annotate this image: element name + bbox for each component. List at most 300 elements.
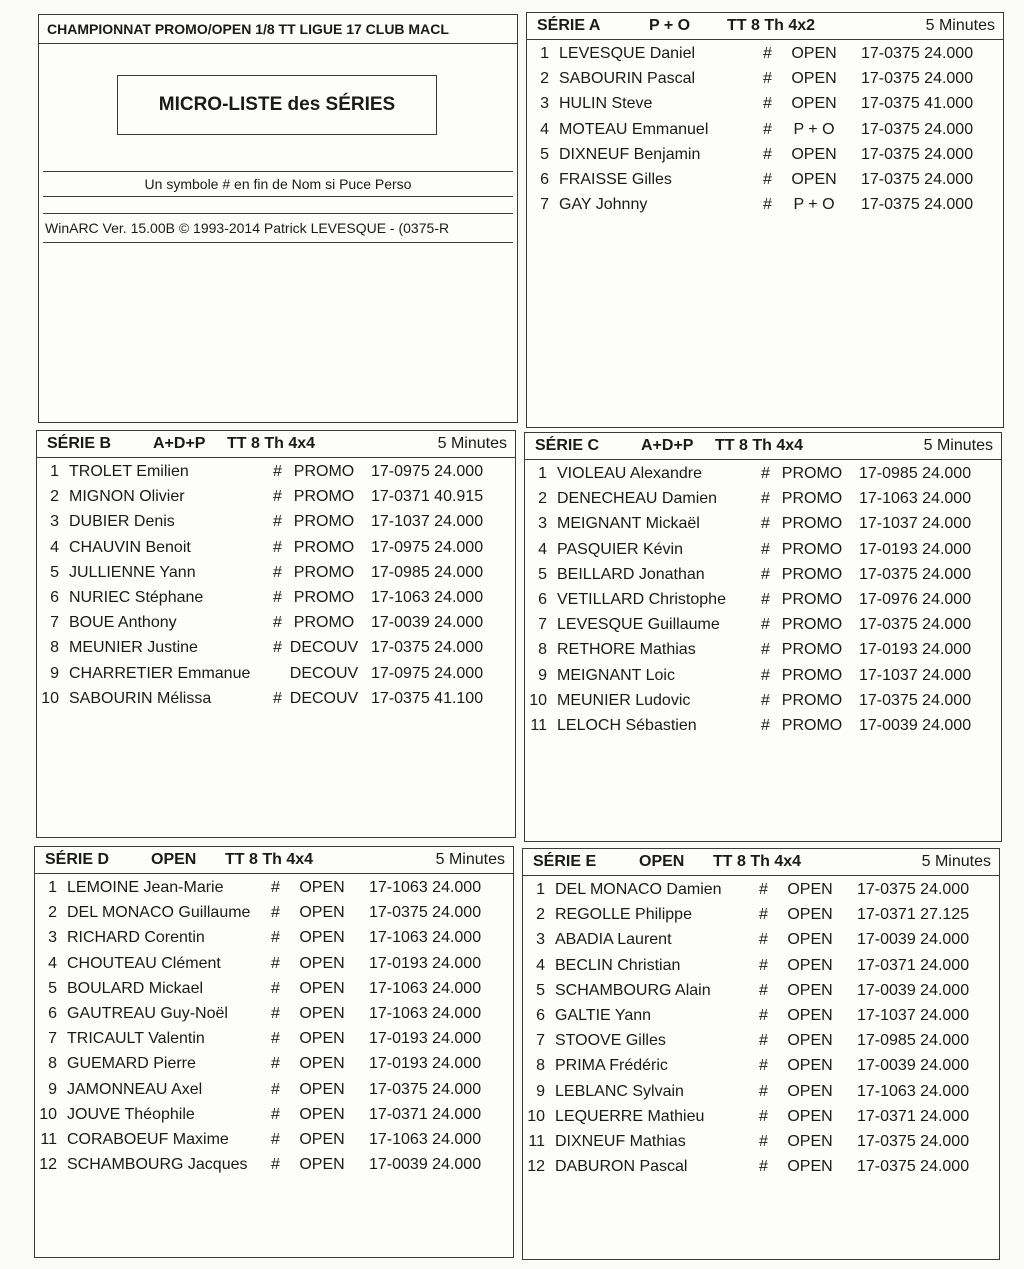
table-row xyxy=(525,715,1001,740)
table-row xyxy=(527,119,1003,144)
competitor-name: CHAUVIN Benoit xyxy=(69,538,191,556)
competitor-category: PROMO xyxy=(293,488,355,506)
competitor-category: PROMO xyxy=(293,513,355,531)
competitor-category: OPEN xyxy=(299,1130,345,1148)
rank: 8 xyxy=(48,1055,57,1073)
chip-symbol: # xyxy=(271,1130,280,1148)
competitor-category: OPEN xyxy=(787,1006,833,1024)
chip-symbol: # xyxy=(273,488,282,506)
club-code: 17-0375 24.000 xyxy=(859,616,972,634)
rank: 1 xyxy=(50,463,59,480)
table-row xyxy=(525,539,1001,564)
software-version: WinARC Ver. 15.00B © 1993-2014 Patrick LEVESQUE - (0375-R xyxy=(45,220,450,236)
club-code: 17-0375 24.000 xyxy=(861,45,974,62)
rank: 7 xyxy=(540,196,549,214)
table-row xyxy=(525,690,1001,715)
competitor-name: MEUNIER Ludovic xyxy=(557,691,691,709)
table-row xyxy=(525,488,1001,513)
table-row xyxy=(525,564,1001,589)
club-code: 17-0039 24.000 xyxy=(857,981,970,999)
rank: 5 xyxy=(536,981,545,999)
chip-symbol: # xyxy=(763,170,772,188)
competitor-name: DEL MONACO Guillaume xyxy=(67,904,251,922)
table-row xyxy=(35,927,513,952)
chip-symbol: # xyxy=(759,956,768,974)
serie-format: TT 8 Th 4x4 xyxy=(715,437,804,454)
table-row xyxy=(527,68,1003,93)
chip-symbol: # xyxy=(759,1132,768,1150)
club-code: 17-0375 24.000 xyxy=(861,145,974,163)
competitor-name: SABOURIN Mélissa xyxy=(69,689,212,707)
competitor-name: GAY Johnny xyxy=(559,196,648,214)
chip-symbol: # xyxy=(759,1057,768,1075)
club-code: 17-0193 24.000 xyxy=(369,1030,482,1048)
competitor-name: MEIGNANT Loic xyxy=(557,666,675,684)
club-code: 17-0193 24.000 xyxy=(859,540,972,558)
table-row xyxy=(37,461,515,486)
table-row xyxy=(35,1003,513,1028)
rank: 9 xyxy=(50,664,59,682)
table-row xyxy=(37,688,515,713)
serie-duration: 5 Minutes xyxy=(923,437,993,454)
chip-symbol: # xyxy=(761,641,770,659)
table-row xyxy=(527,93,1003,118)
serie-header xyxy=(35,847,513,874)
competitor-name: LEMOINE Jean-Marie xyxy=(67,879,224,896)
table-row xyxy=(35,1104,513,1129)
table-row xyxy=(525,513,1001,538)
chip-symbol: # xyxy=(271,929,280,947)
competitor-name: LEBLANC Sylvain xyxy=(555,1082,684,1100)
competitor-category: PROMO xyxy=(781,490,843,508)
serie-format: TT 8 Th 4x4 xyxy=(225,851,314,868)
serie-name: SÉRIE E xyxy=(533,853,597,870)
table-row xyxy=(35,1079,513,1104)
rank: 10 xyxy=(39,1105,57,1123)
serie-header xyxy=(525,433,1001,460)
serie-rows xyxy=(527,43,1003,219)
table-row xyxy=(523,929,999,954)
club-code: 17-0375 24.000 xyxy=(857,1132,970,1150)
competitor-name: BECLIN Christian xyxy=(555,956,681,974)
chip-symbol: # xyxy=(759,981,768,999)
rank: 2 xyxy=(540,70,549,88)
serie-header xyxy=(37,431,515,458)
competitor-category: OPEN xyxy=(299,1055,345,1073)
competitor-category: PROMO xyxy=(781,515,843,533)
divider xyxy=(43,171,513,172)
club-code: 17-1037 24.000 xyxy=(859,666,972,684)
table-row xyxy=(523,1030,999,1055)
competitor-category: OPEN xyxy=(787,1057,833,1075)
competitor-name: BOUE Anthony xyxy=(69,614,177,632)
chip-symbol: # xyxy=(759,881,768,898)
rank: 5 xyxy=(50,563,59,581)
table-row xyxy=(35,953,513,978)
competitor-category: PROMO xyxy=(293,538,355,556)
competitor-category: OPEN xyxy=(299,904,345,922)
rank: 7 xyxy=(48,1030,57,1048)
competitor-category: P + O xyxy=(793,120,835,138)
competitor-name: PASQUIER Kévin xyxy=(557,540,683,558)
club-code: 17-0193 24.000 xyxy=(369,1055,482,1073)
table-row xyxy=(523,904,999,929)
chip-symbol: # xyxy=(759,1006,768,1024)
competitor-category: OPEN xyxy=(787,981,833,999)
club-code: 17-0375 24.000 xyxy=(861,196,974,214)
chip-symbol: # xyxy=(763,120,772,138)
rank: 9 xyxy=(536,1082,545,1100)
chip-symbol: # xyxy=(759,906,768,924)
rank: 4 xyxy=(536,956,545,974)
club-code: 17-0371 24.000 xyxy=(857,956,970,974)
chip-symbol: # xyxy=(273,513,282,531)
serie-rows xyxy=(37,461,515,713)
table-row xyxy=(37,637,515,662)
table-row xyxy=(37,486,515,511)
competitor-name: LEVESQUE Daniel xyxy=(559,45,696,62)
competitor-category: PROMO xyxy=(293,463,355,480)
competitor-category: OPEN xyxy=(791,95,837,113)
rank: 1 xyxy=(538,465,547,482)
club-code: 17-0375 41.000 xyxy=(861,95,974,113)
chip-symbol: # xyxy=(271,1105,280,1123)
competitor-category: PROMO xyxy=(781,616,843,634)
competitor-name: LEQUERRE Mathieu xyxy=(555,1107,705,1125)
club-code: 17-1063 24.000 xyxy=(369,879,482,896)
competitor-name: LELOCH Sébastien xyxy=(557,716,697,734)
serie-category: OPEN xyxy=(151,851,197,868)
club-code: 17-1063 24.000 xyxy=(857,1082,970,1100)
competitor-category: P + O xyxy=(793,196,835,214)
competitor-name: GUEMARD Pierre xyxy=(67,1055,196,1073)
competitor-name: RETHORE Mathias xyxy=(557,641,696,659)
table-row xyxy=(525,665,1001,690)
rank: 8 xyxy=(50,639,59,657)
serie-d-panel xyxy=(34,846,514,1258)
serie-c-panel xyxy=(524,432,1002,842)
club-code: 17-0375 24.000 xyxy=(861,70,974,88)
club-code: 17-0375 24.000 xyxy=(369,1080,482,1098)
competitor-name: RICHARD Corentin xyxy=(67,929,205,947)
club-code: 17-1063 24.000 xyxy=(859,490,972,508)
rank: 3 xyxy=(536,931,545,949)
competitor-category: PROMO xyxy=(293,563,355,581)
table-row xyxy=(523,1106,999,1131)
competitor-category: OPEN xyxy=(299,1004,345,1022)
club-code: 17-0193 24.000 xyxy=(859,641,972,659)
competitor-name: JAMONNEAU Axel xyxy=(67,1080,203,1098)
serie-rows xyxy=(525,463,1001,740)
club-code: 17-0039 24.000 xyxy=(857,1057,970,1075)
competitor-category: DECOUV xyxy=(289,689,359,707)
rank: 7 xyxy=(536,1032,545,1050)
competitor-category: OPEN xyxy=(787,881,833,898)
serie-category: P + O xyxy=(649,17,691,34)
chip-symbol: # xyxy=(271,879,280,896)
competitor-name: CORABOEUF Maxime xyxy=(67,1130,229,1148)
competitor-name: TRICAULT Valentin xyxy=(67,1030,205,1048)
club-code: 17-0975 24.000 xyxy=(371,664,484,682)
chip-symbol: # xyxy=(271,1004,280,1022)
table-row xyxy=(525,639,1001,664)
table-row xyxy=(523,980,999,1005)
competitor-category: DECOUV xyxy=(289,639,359,657)
serie-category: OPEN xyxy=(639,853,685,870)
rank: 5 xyxy=(48,979,57,997)
rank: 11 xyxy=(40,1130,57,1148)
competitor-name: DABURON Pascal xyxy=(555,1158,688,1176)
rank: 3 xyxy=(50,513,59,531)
rank: 8 xyxy=(536,1057,545,1075)
championship-title: CHAMPIONNAT PROMO/OPEN 1/8 TT LIGUE 17 CLUB MACL xyxy=(47,21,449,37)
rank: 11 xyxy=(528,1132,545,1150)
competitor-name: PRIMA Frédéric xyxy=(555,1057,668,1075)
club-code: 17-1037 24.000 xyxy=(859,515,972,533)
club-code: 17-1063 24.000 xyxy=(371,588,484,606)
competitor-name: DIXNEUF Benjamin xyxy=(559,145,701,163)
competitor-category: OPEN xyxy=(787,931,833,949)
table-row xyxy=(523,1156,999,1181)
competitor-category: PROMO xyxy=(293,588,355,606)
divider xyxy=(43,242,513,243)
competitor-category: OPEN xyxy=(299,1105,345,1123)
chip-symbol: # xyxy=(761,490,770,508)
club-code: 17-0375 41.100 xyxy=(371,689,484,707)
serie-format: TT 8 Th 4x4 xyxy=(713,853,802,870)
competitor-category: OPEN xyxy=(299,1080,345,1098)
competitor-name: DEL MONACO Damien xyxy=(555,881,722,898)
serie-header xyxy=(523,849,999,876)
competitor-category: OPEN xyxy=(791,145,837,163)
competitor-name: SABOURIN Pascal xyxy=(559,70,696,88)
club-code: 17-0039 24.000 xyxy=(859,716,972,734)
rank: 12 xyxy=(39,1156,57,1174)
rank: 7 xyxy=(538,616,547,634)
competitor-category: OPEN xyxy=(299,1030,345,1048)
club-code: 17-0985 24.000 xyxy=(859,465,972,482)
competitor-category: OPEN xyxy=(787,956,833,974)
competitor-category: OPEN xyxy=(299,954,345,972)
chip-symbol: # xyxy=(273,689,282,707)
table-row xyxy=(37,663,515,688)
serie-e-panel xyxy=(522,848,1000,1260)
competitor-name: CHARRETIER Emmanue xyxy=(69,664,251,682)
rank: 6 xyxy=(50,588,59,606)
chip-symbol: # xyxy=(271,1080,280,1098)
chip-symbol: # xyxy=(761,515,770,533)
chip-symbol: # xyxy=(761,565,770,583)
rank: 1 xyxy=(540,45,549,62)
chip-symbol: # xyxy=(273,588,282,606)
competitor-category: PROMO xyxy=(293,614,355,632)
rank: 4 xyxy=(48,954,57,972)
rank: 5 xyxy=(540,145,549,163)
chip-symbol: # xyxy=(759,1107,768,1125)
serie-header xyxy=(527,13,1003,40)
table-row xyxy=(35,978,513,1003)
serie-rows xyxy=(35,877,513,1179)
competitor-category: PROMO xyxy=(781,666,843,684)
table-row xyxy=(523,1005,999,1030)
competitor-name: SCHAMBOURG Jacques xyxy=(67,1156,248,1174)
competitor-category: PROMO xyxy=(781,540,843,558)
rank: 2 xyxy=(50,488,59,506)
serie-category: A+D+P xyxy=(153,435,206,452)
chip-symbol: # xyxy=(271,1055,280,1073)
club-code: 17-1037 24.000 xyxy=(857,1006,970,1024)
club-code: 17-0375 24.000 xyxy=(371,639,484,657)
club-code: 17-0193 24.000 xyxy=(369,954,482,972)
rank: 9 xyxy=(538,666,547,684)
competitor-name: JOUVE Théophile xyxy=(67,1105,195,1123)
rank: 4 xyxy=(538,540,547,558)
rank: 10 xyxy=(527,1107,545,1125)
serie-format: TT 8 Th 4x2 xyxy=(727,17,816,34)
chip-symbol: # xyxy=(761,616,770,634)
competitor-name: GALTIE Yann xyxy=(555,1006,652,1024)
club-code: 17-0371 24.000 xyxy=(857,1107,970,1125)
chip-symbol: # xyxy=(273,538,282,556)
rank: 11 xyxy=(530,716,547,734)
chip-symbol: # xyxy=(271,954,280,972)
club-code: 17-1063 24.000 xyxy=(369,929,482,947)
rank: 8 xyxy=(538,641,547,659)
rank: 6 xyxy=(48,1004,57,1022)
competitor-category: OPEN xyxy=(299,879,345,896)
competitor-category: OPEN xyxy=(791,70,837,88)
chip-symbol: # xyxy=(271,979,280,997)
serie-name: SÉRIE C xyxy=(535,437,600,454)
competitor-category: PROMO xyxy=(781,565,843,583)
rank: 7 xyxy=(50,614,59,632)
chip-symbol: # xyxy=(271,904,280,922)
serie-name: SÉRIE D xyxy=(45,851,110,868)
club-code: 17-0985 24.000 xyxy=(371,563,484,581)
rank: 5 xyxy=(538,565,547,583)
table-row xyxy=(37,562,515,587)
table-row xyxy=(35,1053,513,1078)
chip-symbol: # xyxy=(761,465,770,482)
divider xyxy=(39,43,517,44)
rank: 4 xyxy=(540,120,549,138)
club-code: 17-0975 24.000 xyxy=(371,538,484,556)
competitor-category: OPEN xyxy=(787,1032,833,1050)
table-row xyxy=(527,43,1003,68)
serie-duration: 5 Minutes xyxy=(925,17,995,34)
chip-symbol: # xyxy=(761,666,770,684)
table-row xyxy=(527,169,1003,194)
table-row xyxy=(35,1129,513,1154)
rank: 3 xyxy=(48,929,57,947)
serie-format: TT 8 Th 4x4 xyxy=(227,435,316,452)
competitor-category: PROMO xyxy=(781,590,843,608)
competitor-category: OPEN xyxy=(787,1082,833,1100)
competitor-name: DIXNEUF Mathias xyxy=(555,1132,686,1150)
rank: 2 xyxy=(48,904,57,922)
club-code: 17-1037 24.000 xyxy=(371,513,484,531)
competitor-category: OPEN xyxy=(791,170,837,188)
club-code: 17-0976 24.000 xyxy=(859,590,972,608)
divider xyxy=(43,196,513,197)
table-row xyxy=(523,879,999,904)
chip-symbol: # xyxy=(271,1030,280,1048)
chip-symbol: # xyxy=(271,1156,280,1174)
rank: 2 xyxy=(538,490,547,508)
competitor-name: GAUTREAU Guy-Noël xyxy=(67,1004,228,1022)
competitor-name: BOULARD Mickael xyxy=(67,979,204,997)
chip-symbol: # xyxy=(759,1032,768,1050)
club-code: 17-0375 24.000 xyxy=(857,881,970,898)
club-code: 17-0375 24.000 xyxy=(369,904,482,922)
chip-symbol: # xyxy=(761,716,770,734)
club-code: 17-0375 24.000 xyxy=(861,120,974,138)
rank: 10 xyxy=(529,691,547,709)
rank: 6 xyxy=(540,170,549,188)
competitor-category: OPEN xyxy=(787,1132,833,1150)
rank: 1 xyxy=(536,881,545,898)
competitor-name: VIOLEAU Alexandre xyxy=(557,465,702,482)
chip-symbol: # xyxy=(759,1158,768,1176)
table-row xyxy=(527,194,1003,219)
competitor-name: HULIN Steve xyxy=(559,95,653,113)
serie-b-panel xyxy=(36,430,516,838)
table-row xyxy=(523,1081,999,1106)
table-row xyxy=(35,902,513,927)
rank: 9 xyxy=(48,1080,57,1098)
chip-symbol: # xyxy=(273,563,282,581)
competitor-category: OPEN xyxy=(299,979,345,997)
competitor-category: OPEN xyxy=(787,1107,833,1125)
competitor-category: OPEN xyxy=(791,45,837,62)
chip-symbol: # xyxy=(759,931,768,949)
competitor-name: VETILLARD Christophe xyxy=(557,590,726,608)
chip-symbol: # xyxy=(763,196,772,214)
table-row xyxy=(523,955,999,980)
chip-symbol: # xyxy=(763,45,772,62)
competitor-name: SCHAMBOURG Alain xyxy=(555,981,711,999)
competitor-name: BEILLARD Jonathan xyxy=(557,565,705,583)
table-row xyxy=(35,1028,513,1053)
divider xyxy=(43,213,513,214)
table-row xyxy=(527,144,1003,169)
competitor-category: OPEN xyxy=(299,1156,345,1174)
serie-duration: 5 Minutes xyxy=(435,851,505,868)
table-row xyxy=(523,1131,999,1156)
chip-symbol: # xyxy=(763,95,772,113)
table-row xyxy=(525,589,1001,614)
club-code: 17-0039 24.000 xyxy=(369,1156,482,1174)
club-code: 17-1063 24.000 xyxy=(369,1130,482,1148)
chip-symbol: # xyxy=(763,70,772,88)
competitor-name: ABADIA Laurent xyxy=(555,931,672,949)
serie-name: SÉRIE A xyxy=(537,17,601,34)
club-code: 17-0975 24.000 xyxy=(371,463,484,480)
competitor-category: PROMO xyxy=(781,641,843,659)
chip-symbol: # xyxy=(763,145,772,163)
competitor-name: REGOLLE Philippe xyxy=(555,906,692,924)
chip-symbol: # xyxy=(761,691,770,709)
list-title: MICRO-LISTE des SÉRIES xyxy=(117,75,437,135)
competitor-category: PROMO xyxy=(781,691,843,709)
competitor-name: MOTEAU Emmanuel xyxy=(559,120,709,138)
rank: 6 xyxy=(536,1006,545,1024)
competitor-category: PROMO xyxy=(781,465,843,482)
serie-rows xyxy=(523,879,999,1181)
table-row xyxy=(37,587,515,612)
serie-duration: 5 Minutes xyxy=(437,435,507,452)
table-row xyxy=(37,537,515,562)
